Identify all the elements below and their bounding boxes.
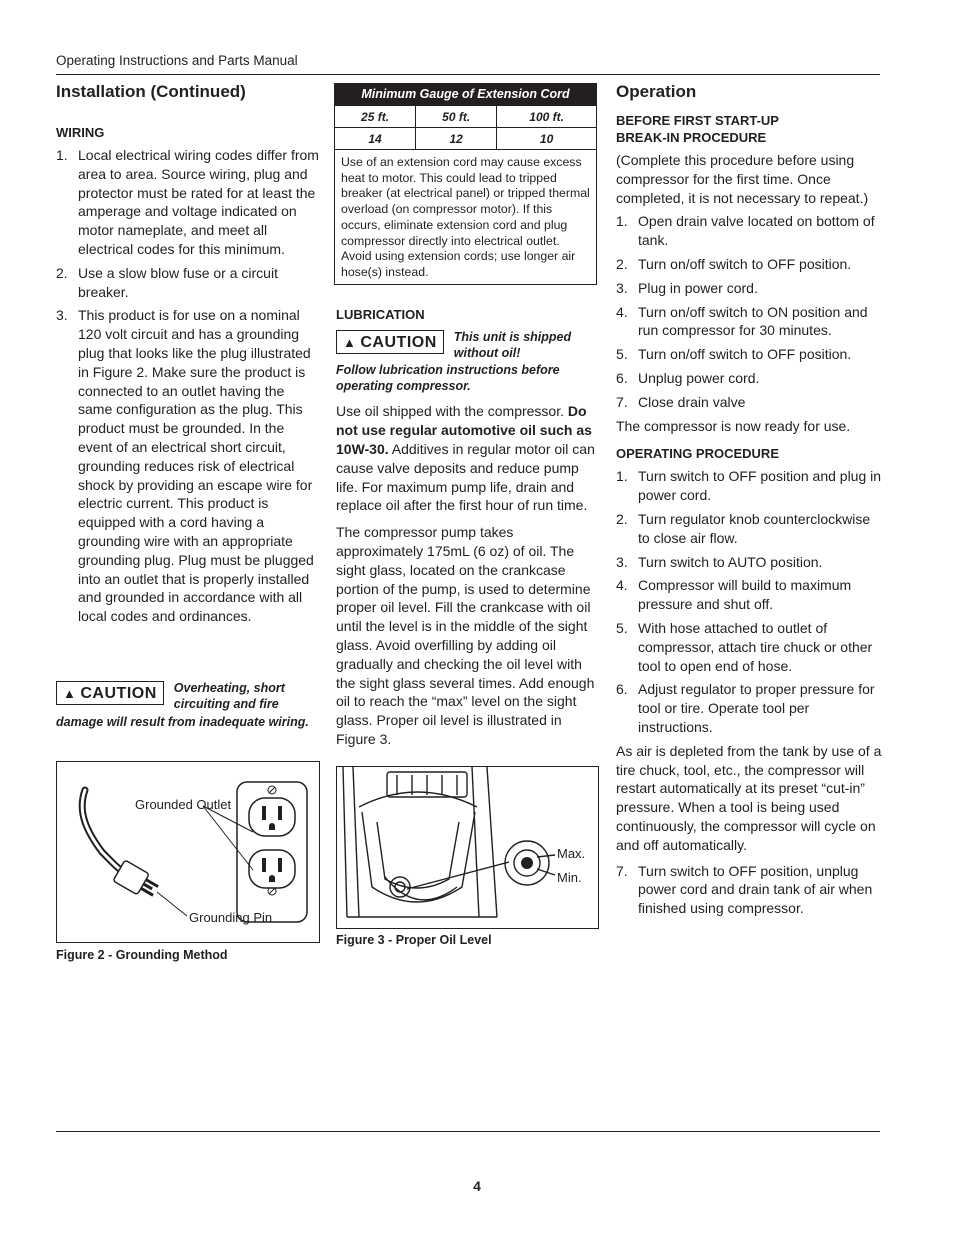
table-row — [335, 128, 597, 150]
caution-badge: ▲ CAUTION — [56, 681, 164, 705]
list-item: 2. Use a slow blow fuse or a circuit breaker. — [56, 264, 278, 300]
section-title-installation: Installation (Continued) — [56, 82, 246, 101]
list-item: 4. Compressor will build to maximum pressure and shut off. — [616, 577, 852, 613]
list-item: 7. Turn switch to OFF position, unplug power cord and drain tank of air when finished using compressor. — [616, 862, 873, 917]
grounding-illustration — [57, 762, 319, 942]
list-item: 2. Turn regulator knob counterclockwise to close air flow. — [616, 510, 871, 546]
left-column — [56, 82, 321, 631]
operating-list-continued — [616, 862, 882, 918]
caution-text-continued: damage will result from inadequate wiring. — [56, 715, 309, 730]
warning-triangle-icon: ▲ — [63, 686, 77, 701]
list-item: 7. Close drain valve — [616, 393, 746, 410]
figure-2-grounding — [56, 761, 320, 943]
operating-paragraph: As air is depleted from the tank by use of a tire chuck, tool, etc., the compressor will restart automatically at its preset “cut-in” pressure. When a tool is being used continuously, the compressor will cycle on and off automatically. — [616, 742, 882, 853]
page-number: 4 — [473, 1178, 481, 1194]
header-rule — [56, 74, 880, 75]
label-grounded-outlet: Grounded Outlet — [135, 797, 232, 812]
operating-heading: OPERATING PROCEDURE — [616, 446, 779, 462]
label-grounding-pin: Grounding Pin — [189, 910, 273, 925]
breakin-list — [616, 212, 882, 411]
table-cell: 12 — [416, 128, 497, 150]
table-header: 25 ft. — [335, 106, 416, 128]
running-header: Operating Instructions and Parts Manual — [56, 53, 298, 68]
figure-2-caption: Figure 2 - Grounding Method — [56, 948, 228, 962]
list-item: 1. Turn switch to OFF position and plug in power cord. — [616, 468, 882, 504]
operating-list — [616, 467, 882, 736]
list-item: 6. Unplug power cord. — [616, 369, 760, 386]
breakin-outro: The compressor is now ready for use. — [616, 417, 851, 434]
list-item: 6. Adjust regulator to proper pressure for tool or tire. Operate tool per instructions. — [616, 681, 875, 735]
wiring-list — [56, 146, 321, 626]
breakin-heading-line-2: BREAK-IN PROCEDURE — [616, 130, 767, 145]
lubrication-heading: LUBRICATION — [336, 307, 425, 322]
table-cell: 14 — [335, 128, 416, 150]
table-row — [335, 106, 597, 128]
lubrication-paragraph-2: The compressor pump takes approximately 175mL (6 oz) of oil. The sight glass, located on the crankcase portion of the pump, is used to determine proper oil level. Fill the crankcase with oil until the level is in the middle of the sight glass. Avoid overfilling by adding oil gradually and checking the oil level with the sight glass several times. Add enough oil to reach the “max” level on the sight glass. Proper oil level is illustrated in Figure 3. — [336, 524, 595, 747]
section-title-operation: Operation — [616, 82, 697, 101]
caution-text: Overheating, short circuiting and fire — [173, 681, 285, 711]
breakin-intro: (Complete this procedure before using compressor for the first time. Once completed, it is not necessary to repeat.) — [616, 152, 869, 206]
list-item: 3. Turn switch to AUTO position. — [616, 553, 823, 570]
list-item: 5. With hose attached to outlet of compressor, attach tire chuck or other tool to open end of hose. — [616, 619, 873, 674]
list-item: 1. Local electrical wiring codes differ from area to area. Source wiring, plug and protector must be rated for at least the amperage and voltage indicated on motor nameplate, and meet all electrical codes for this minimum. — [56, 147, 319, 257]
figure-3-oil-level — [336, 766, 599, 929]
lubrication-paragraph-1: Use oil shipped with the compressor. Do not use regular automotive oil such as 10W-30. Additives in regular motor oil can cause valve deposits and reduce pump life. For maximum pump life, drain and replace oil after the first hour of run time. — [336, 403, 595, 514]
caution-badge: ▲ CAUTION — [336, 330, 444, 354]
wiring-caution — [56, 681, 321, 731]
caution-text: This unit is shipped without oil! — [453, 330, 572, 360]
lubrication-caution — [336, 330, 599, 361]
list-item: 4. Turn on/off switch to ON position and run compressor for 30 minutes. — [616, 303, 868, 339]
middle-column — [336, 306, 599, 755]
table-header: 50 ft. — [416, 106, 497, 128]
caution-text-continued: Follow lubrication instructions before operating compressor. — [336, 363, 560, 393]
list-item: 1. Open drain valve located on bottom of tank. — [616, 213, 875, 249]
table-title: Minimum Gauge of Extension Cord — [334, 83, 597, 105]
warning-triangle-icon: ▲ — [343, 335, 357, 350]
right-column — [616, 82, 882, 923]
label-max: Max. — [557, 846, 586, 861]
list-item: 5. Turn on/off switch to OFF position. — [616, 346, 852, 363]
footer-rule — [56, 1131, 880, 1132]
table-header: 100 ft. — [497, 106, 597, 128]
extension-cord-table — [334, 83, 597, 285]
list-item: 3. Plug in power cord. — [616, 279, 758, 296]
list-item: 2. Turn on/off switch to OFF position. — [616, 255, 852, 272]
list-item: 3. This product is for use on a nominal 120 volt circuit and has a grounding plug that looks like the plug illustrated in Figure 2. Make sure the product is connected to an outlet having the same configuration as the plug. This product must be grounded. In the event of an electrical short circuit, grounding reduces risk of electrical shock by providing an escape wire for electric current. This product is equipped with a cord having a grounding wire with an appropriate grounding plug. Plug must be plugged into an outlet that is properly installed and grounded in accordance with all local codes and ordinances. — [56, 307, 314, 625]
table-cell: 10 — [497, 128, 597, 150]
wiring-heading: WIRING — [56, 125, 105, 140]
label-min: Min. — [557, 870, 582, 885]
figure-3-caption: Figure 3 - Proper Oil Level — [336, 933, 492, 947]
breakin-heading-line-1: BEFORE FIRST START-UP — [616, 113, 779, 128]
extension-cord-note: Use of an extension cord may cause excess heat to motor. This could lead to tripped breaker (at electrical panel) or tripped thermal overload (on compressor motor). If this occurs, eliminate extension cord and plug compressor directly into electrical outlet. Avoid using extension cords; use longer air hose(s) instead. — [334, 150, 597, 285]
gauge-table — [334, 105, 597, 150]
